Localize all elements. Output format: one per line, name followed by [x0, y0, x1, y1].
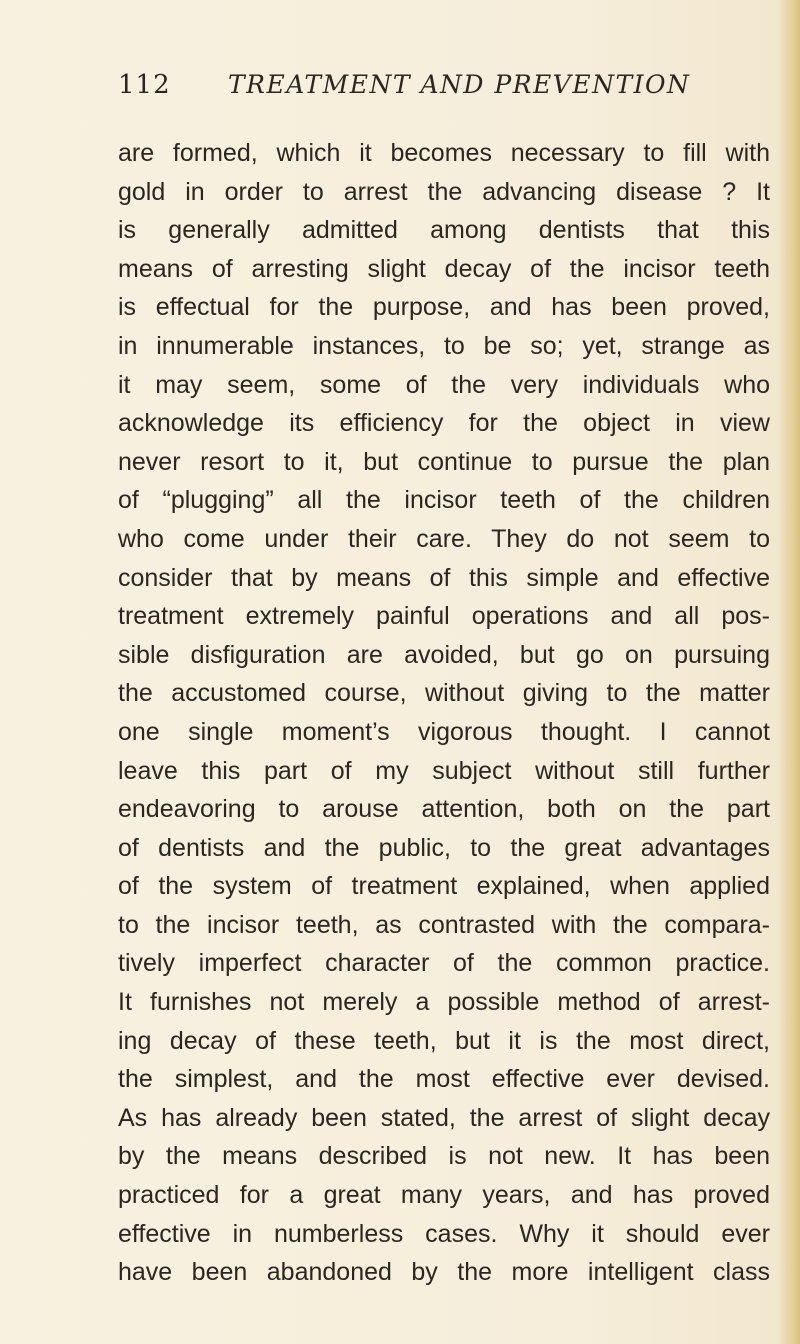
text-line: sible disfiguration are avoided, but go on pursuing — [118, 640, 770, 669]
text-line: to the incisor teeth, as contrasted with the compara- — [118, 910, 770, 939]
text-line: the simplest, and the most effective ever devised. — [118, 1065, 770, 1094]
text-line: never resort to it, but continue to pursue the plan — [118, 447, 770, 476]
text-line: in innumerable instances, to be so; yet, strange as — [118, 331, 770, 360]
text-line: ing decay of these teeth, but it is the most direct, — [118, 1026, 770, 1055]
text-line: is effectual for the purpose, and has been proved, — [118, 293, 770, 322]
page-number: 112 — [118, 70, 171, 100]
text-line: one single moment’s vigorous thought. I cannot — [118, 717, 770, 746]
text-line: the accustomed course, without giving to the matter — [118, 679, 770, 708]
text-line: endeavoring to arouse attention, both on the part — [118, 795, 770, 824]
text-line: of dentists and the public, to the great advantages — [118, 833, 770, 862]
text-line: by the means described is not new. It has been — [118, 1142, 770, 1171]
text-line: means of arresting slight decay of the incisor teeth — [118, 254, 770, 283]
text-line: As has already been stated, the arrest of slight decay — [118, 1103, 770, 1132]
text-line: It furnishes not merely a possible method of arrest- — [118, 988, 770, 1017]
text-line: tively imperfect character of the common practice. — [118, 949, 770, 978]
body-text — [118, 134, 770, 1292]
text-line: it may seem, some of the very individuals who — [118, 370, 770, 399]
text-line: practiced for a great many years, and has proved — [118, 1181, 770, 1210]
running-head: TREATMENT AND PREVENTION — [228, 70, 691, 99]
text-line: effective in numberless cases. Why it should ever — [118, 1219, 770, 1248]
text-line: acknowledge its efficiency for the object in view — [118, 409, 770, 438]
text-line: leave this part of my subject without still further — [118, 756, 770, 785]
text-line: gold in order to arrest the advancing disease ? It — [118, 177, 770, 206]
text-line: is generally admitted among dentists that this — [118, 216, 770, 245]
text-line: have been abandoned by the more intelligent class — [118, 1258, 770, 1287]
text-line: are formed, which it becomes necessary to fill with — [118, 139, 770, 167]
text-line: consider that by means of this simple and effective — [118, 563, 770, 592]
text-line: of “plugging” all the incisor teeth of the children — [118, 486, 770, 515]
text-line: who come under their care. They do not seem to — [118, 524, 770, 553]
page-edge-shadow — [778, 0, 800, 1344]
page-header — [118, 70, 758, 110]
text-line: treatment extremely painful operations and all pos- — [118, 602, 770, 631]
text-line: of the system of treatment explained, when applied — [118, 872, 770, 901]
